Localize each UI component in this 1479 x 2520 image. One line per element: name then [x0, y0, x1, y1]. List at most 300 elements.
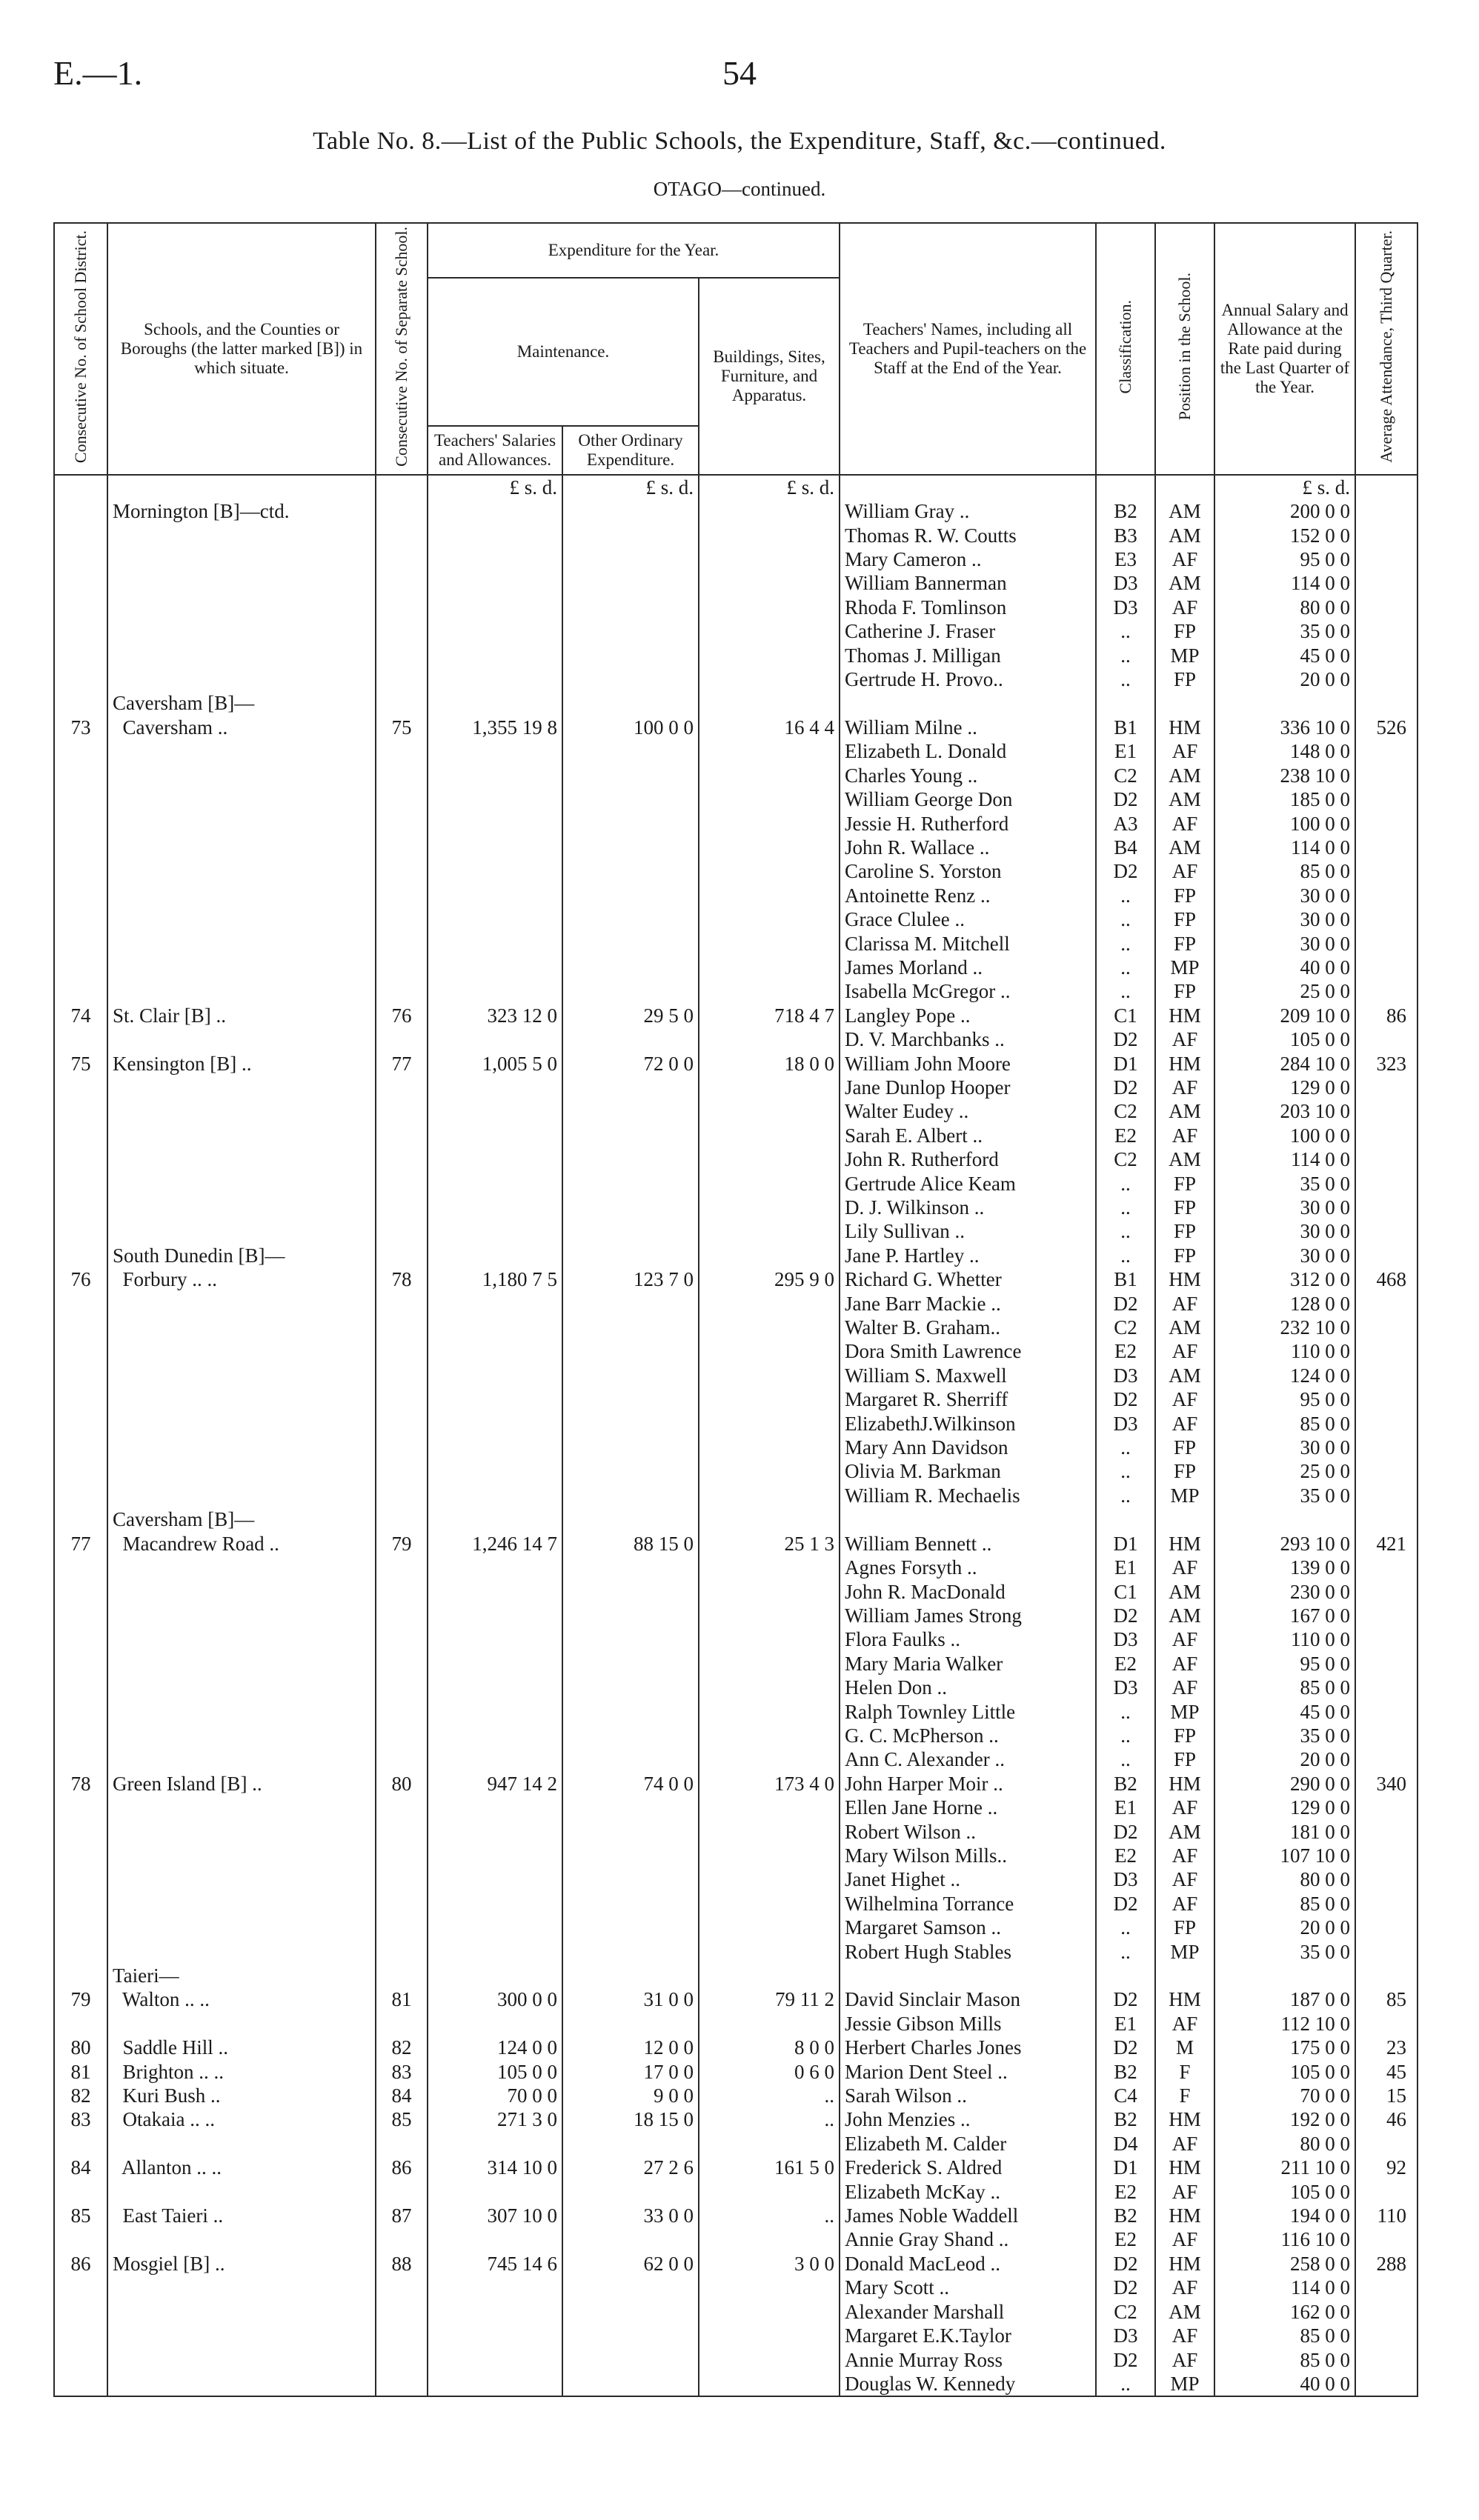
cell-salaries	[428, 1867, 562, 1891]
cell-district: 80	[54, 2036, 107, 2059]
cell-attendance	[1355, 1124, 1417, 1147]
cell-district	[54, 2012, 107, 2036]
cell-district	[54, 1747, 107, 1771]
cell-school	[107, 2012, 376, 2036]
cell-school	[107, 1916, 376, 1939]
table-row	[54, 1892, 1417, 1916]
cell-separate-no	[376, 2300, 428, 2324]
cell-school	[107, 571, 376, 595]
cell-school: Saddle Hill ..	[107, 2036, 376, 2059]
cell-school	[107, 812, 376, 836]
cell-buildings	[699, 1292, 840, 1316]
cell-separate-no	[376, 1459, 428, 1483]
cell-classification: D3	[1096, 1867, 1155, 1891]
cell-attendance	[1355, 1196, 1417, 1219]
cell-separate-no	[376, 2324, 428, 2347]
cell-classification: D2	[1096, 2348, 1155, 2372]
cell-position: AF	[1155, 2180, 1214, 2204]
table-row	[54, 1099, 1417, 1123]
cell-separate-no	[376, 907, 428, 931]
cell-teacher-name: Elizabeth L. Donald	[840, 739, 1096, 763]
cell-classification: C2	[1096, 1316, 1155, 1339]
table-row	[54, 2348, 1417, 2372]
cell-teacher-name: Thomas R. W. Coutts	[840, 524, 1096, 547]
cell-district: 82	[54, 2084, 107, 2107]
cell-classification: E1	[1096, 1556, 1155, 1579]
cell-school	[107, 1076, 376, 1099]
cell-other-expenditure	[562, 1844, 699, 1867]
cell-annual-salary: 20 0 0	[1214, 1916, 1355, 1939]
table-row	[54, 739, 1417, 763]
cell-position: AM	[1155, 1147, 1214, 1171]
cell-separate-no	[376, 1580, 428, 1604]
cell-separate-no	[376, 1412, 428, 1436]
cell-annual-salary	[1214, 1964, 1355, 1987]
cell-school: Caversham ..	[107, 716, 376, 739]
table-row	[54, 2324, 1417, 2347]
cell-district: 79	[54, 1987, 107, 2011]
cell-separate-no	[376, 932, 428, 956]
cell-district	[54, 764, 107, 787]
cell-buildings: 3 0 0	[699, 2252, 840, 2276]
table-title: Table No. 8.—List of the Public Schools, the Expenditure, Staff, &c.—continued.	[313, 127, 1166, 155]
cell-classification: D3	[1096, 1364, 1155, 1387]
cell-classification	[1096, 1507, 1155, 1531]
cell-district	[54, 1339, 107, 1363]
cell-salaries	[428, 1484, 562, 1507]
cell-school	[107, 1747, 376, 1771]
cell-classification: C2	[1096, 2300, 1155, 2324]
cell-separate-no	[376, 1747, 428, 1771]
cell-annual-salary: 30 0 0	[1214, 1436, 1355, 1459]
cell-other-expenditure	[562, 547, 699, 571]
page-number: 54	[722, 54, 757, 92]
cell-attendance	[1355, 1484, 1417, 1507]
cell-buildings	[699, 547, 840, 571]
table-row	[54, 1532, 1417, 1556]
cell-attendance	[1355, 524, 1417, 547]
cell-buildings: ..	[699, 2107, 840, 2131]
cell-separate-no	[376, 1892, 428, 1916]
cell-buildings	[699, 2300, 840, 2324]
cell-separate-no	[376, 644, 428, 667]
cell-school	[107, 1892, 376, 1916]
cell-other-expenditure	[562, 1964, 699, 1987]
cell-salaries	[428, 2348, 562, 2372]
cell-other-expenditure	[562, 2227, 699, 2251]
table-row	[54, 547, 1417, 571]
cell-district	[54, 1964, 107, 1987]
cell-classification: D2	[1096, 1892, 1155, 1916]
cell-school	[107, 1940, 376, 1964]
cell-salaries	[428, 1027, 562, 1051]
cell-district	[54, 1867, 107, 1891]
cell-buildings	[699, 1747, 840, 1771]
cell-buildings	[699, 1820, 840, 1844]
cell-school	[107, 547, 376, 571]
cell-teacher-name: Flora Faulks ..	[840, 1627, 1096, 1651]
cell-annual-salary: 148 0 0	[1214, 739, 1355, 763]
cell-salaries	[428, 1747, 562, 1771]
cell-separate-no	[376, 884, 428, 907]
cell-district	[54, 1556, 107, 1579]
cell-district	[54, 1724, 107, 1747]
cell-buildings	[699, 2372, 840, 2396]
cell-teacher-name: Jane P. Hartley ..	[840, 1244, 1096, 1267]
cell-school	[107, 979, 376, 1003]
cell-annual-salary: 114 0 0	[1214, 1147, 1355, 1171]
cell-position: AM	[1155, 571, 1214, 595]
cell-separate-no	[376, 691, 428, 715]
cell-classification: ..	[1096, 884, 1155, 907]
cell-classification: B2	[1096, 1772, 1155, 1796]
cell-classification: ..	[1096, 1196, 1155, 1219]
cell-school	[107, 1196, 376, 1219]
cell-salaries	[428, 2324, 562, 2347]
cell-district	[54, 619, 107, 643]
cell-position: F	[1155, 2060, 1214, 2084]
cell-district	[54, 932, 107, 956]
cell-teacher-name: Ralph Townley Little	[840, 1700, 1096, 1724]
cell-separate-no	[376, 1436, 428, 1459]
cell-classification: ..	[1096, 2372, 1155, 2396]
cell-buildings	[699, 2276, 840, 2299]
cell-buildings: 718 4 7	[699, 1004, 840, 1027]
cell-position: AM	[1155, 787, 1214, 811]
cell-district	[54, 1892, 107, 1916]
cell-other-expenditure	[562, 1459, 699, 1483]
cell-buildings	[699, 524, 840, 547]
cell-classification: ..	[1096, 1724, 1155, 1747]
cell-school	[107, 1316, 376, 1339]
cell-annual-salary	[1214, 1507, 1355, 1531]
cell-salaries	[428, 2372, 562, 2396]
cell-attendance	[1355, 571, 1417, 595]
cell-classification: E2	[1096, 1124, 1155, 1147]
cell-attendance	[1355, 499, 1417, 523]
cell-teacher-name: Margaret R. Sherriff	[840, 1387, 1096, 1411]
cell-attendance	[1355, 907, 1417, 931]
cell-attendance	[1355, 787, 1417, 811]
cell-buildings	[699, 1724, 840, 1747]
cell-teacher-name: ElizabethJ.Wilkinson	[840, 1412, 1096, 1436]
cell-attendance: 421	[1355, 1532, 1417, 1556]
cell-classification: ..	[1096, 907, 1155, 931]
table-row	[54, 667, 1417, 691]
cell-position: HM	[1155, 1004, 1214, 1027]
cell-buildings	[699, 1507, 840, 1531]
cell-district	[54, 644, 107, 667]
table-row	[54, 812, 1417, 836]
cell-other-expenditure	[562, 524, 699, 547]
cell-buildings	[699, 1387, 840, 1411]
table-row	[54, 2204, 1417, 2227]
cell-classification: D2	[1096, 1987, 1155, 2011]
cell-salaries	[428, 619, 562, 643]
cell-attendance	[1355, 1844, 1417, 1867]
cell-teacher-name	[840, 691, 1096, 715]
cell-school	[107, 907, 376, 931]
unit-other: £ s. d.	[562, 475, 699, 499]
cell-separate-no	[376, 2348, 428, 2372]
cell-other-expenditure: 88 15 0	[562, 1532, 699, 1556]
cell-classification: D3	[1096, 1627, 1155, 1651]
cell-position: HM	[1155, 1267, 1214, 1291]
table-row	[54, 1004, 1417, 1027]
cell-school	[107, 1027, 376, 1051]
cell-salaries	[428, 1820, 562, 1844]
cell-classification: D2	[1096, 787, 1155, 811]
cell-position: HM	[1155, 1532, 1214, 1556]
cell-annual-salary: 35 0 0	[1214, 1484, 1355, 1507]
cell-buildings: 161 5 0	[699, 2156, 840, 2179]
table-row	[54, 2036, 1417, 2059]
cell-salaries	[428, 1964, 562, 1987]
cell-attendance	[1355, 1627, 1417, 1651]
cell-school	[107, 1387, 376, 1411]
cell-salaries	[428, 1339, 562, 1363]
cell-other-expenditure	[562, 1676, 699, 1699]
cell-teacher-name: Mary Wilson Mills..	[840, 1844, 1096, 1867]
cell-classification: C2	[1096, 764, 1155, 787]
table-row	[54, 2252, 1417, 2276]
cell-position: M	[1155, 2036, 1214, 2059]
cell-separate-no	[376, 1316, 428, 1339]
cell-other-expenditure: 123 7 0	[562, 1267, 699, 1291]
cell-position: HM	[1155, 1052, 1214, 1076]
cell-school	[107, 1436, 376, 1459]
cell-other-expenditure	[562, 787, 699, 811]
cell-salaries	[428, 499, 562, 523]
table-row	[54, 499, 1417, 523]
cell-school: Mornington [B]—ctd.	[107, 499, 376, 523]
cell-teacher-name: Robert Hugh Stables	[840, 1940, 1096, 1964]
cell-position: AF	[1155, 1892, 1214, 1916]
cell-attendance	[1355, 1147, 1417, 1171]
cell-attendance	[1355, 1364, 1417, 1387]
cell-classification: D1	[1096, 1532, 1155, 1556]
cell-teacher-name: Robert Wilson ..	[840, 1820, 1096, 1844]
cell-teacher-name	[840, 1507, 1096, 1531]
cell-teacher-name: Ellen Jane Horne ..	[840, 1796, 1096, 1819]
table-row	[54, 1484, 1417, 1507]
cell-school	[107, 859, 376, 883]
cell-teacher-name: William Bannerman	[840, 571, 1096, 595]
cell-district: 85	[54, 2204, 107, 2227]
unit-buildings: £ s. d.	[699, 475, 840, 499]
cell-school	[107, 2227, 376, 2251]
cell-buildings	[699, 1892, 840, 1916]
cell-teacher-name: Gertrude Alice Keam	[840, 1172, 1096, 1196]
cell-other-expenditure	[562, 2132, 699, 2156]
cell-classification: E2	[1096, 1652, 1155, 1676]
cell-teacher-name: Sarah E. Albert ..	[840, 1124, 1096, 1147]
cell-salaries	[428, 2300, 562, 2324]
cell-separate-no	[376, 1724, 428, 1747]
cell-teacher-name: G. C. McPherson ..	[840, 1724, 1096, 1747]
cell-school: South Dunedin [B]—	[107, 1244, 376, 1267]
cell-position: AM	[1155, 1364, 1214, 1387]
cell-district	[54, 524, 107, 547]
table-row	[54, 716, 1417, 739]
cell-attendance	[1355, 2180, 1417, 2204]
cell-buildings	[699, 836, 840, 859]
cell-classification: C4	[1096, 2084, 1155, 2107]
cell-other-expenditure	[562, 1867, 699, 1891]
cell-buildings: 295 9 0	[699, 1267, 840, 1291]
cell-teacher-name: Grace Clulee ..	[840, 907, 1096, 931]
cell-district	[54, 1172, 107, 1196]
cell-annual-salary: 85 0 0	[1214, 859, 1355, 883]
header-district: Consecutive No. of School District.	[54, 223, 107, 475]
cell-district	[54, 2132, 107, 2156]
header-position: Position in the School.	[1155, 223, 1214, 475]
cell-annual-salary: 209 10 0	[1214, 1004, 1355, 1027]
cell-buildings	[699, 644, 840, 667]
cell-school	[107, 1652, 376, 1676]
cell-position: AM	[1155, 2300, 1214, 2324]
cell-district	[54, 547, 107, 571]
cell-position: AM	[1155, 764, 1214, 787]
cell-classification: D3	[1096, 1412, 1155, 1436]
cell-school	[107, 1676, 376, 1699]
cell-other-expenditure	[562, 956, 699, 979]
cell-teacher-name: Clarissa M. Mitchell	[840, 932, 1096, 956]
cell-buildings	[699, 619, 840, 643]
cell-separate-no: 75	[376, 716, 428, 739]
cell-salaries	[428, 1844, 562, 1867]
cell-attendance	[1355, 1076, 1417, 1099]
cell-attendance: 86	[1355, 1004, 1417, 1027]
cell-other-expenditure	[562, 2180, 699, 2204]
cell-separate-no	[376, 1867, 428, 1891]
table-row	[54, 1987, 1417, 2011]
cell-position: AF	[1155, 1796, 1214, 1819]
table-row	[54, 1820, 1417, 1844]
cell-teacher-name: Dora Smith Lawrence	[840, 1339, 1096, 1363]
cell-salaries: 1,355 19 8	[428, 716, 562, 739]
cell-teacher-name: Walter B. Graham..	[840, 1316, 1096, 1339]
header-classification: Classification.	[1096, 223, 1155, 475]
cell-annual-salary: 25 0 0	[1214, 1459, 1355, 1483]
table-row	[54, 1027, 1417, 1051]
cell-teacher-name: William George Don	[840, 787, 1096, 811]
cell-separate-no: 83	[376, 2060, 428, 2084]
cell-teacher-name: Antoinette Renz ..	[840, 884, 1096, 907]
cell-annual-salary: 35 0 0	[1214, 1172, 1355, 1196]
cell-position: AF	[1155, 1556, 1214, 1579]
cell-teacher-name: James Noble Waddell	[840, 2204, 1096, 2227]
table-row	[54, 1436, 1417, 1459]
cell-salaries	[428, 2132, 562, 2156]
cell-teacher-name: Catherine J. Fraser	[840, 619, 1096, 643]
cell-district: 74	[54, 1004, 107, 1027]
cell-position: AF	[1155, 812, 1214, 836]
cell-buildings	[699, 1459, 840, 1483]
cell-teacher-name: Janet Highet ..	[840, 1867, 1096, 1891]
table-row	[54, 1339, 1417, 1363]
cell-position: AF	[1155, 1844, 1214, 1867]
cell-teacher-name: John R. Wallace ..	[840, 836, 1096, 859]
cell-attendance: 110	[1355, 2204, 1417, 2227]
table-row	[54, 619, 1417, 643]
table-row	[54, 1364, 1417, 1387]
cell-teacher-name: Walter Eudey ..	[840, 1099, 1096, 1123]
cell-district	[54, 1244, 107, 1267]
cell-position: MP	[1155, 644, 1214, 667]
cell-teacher-name: William John Moore	[840, 1052, 1096, 1076]
table-row	[54, 1867, 1417, 1891]
cell-separate-no: 81	[376, 1987, 428, 2011]
cell-district	[54, 907, 107, 931]
cell-district	[54, 1412, 107, 1436]
cell-position: F	[1155, 2084, 1214, 2107]
cell-district	[54, 596, 107, 619]
cell-buildings	[699, 859, 840, 883]
cell-attendance	[1355, 644, 1417, 667]
cell-district	[54, 571, 107, 595]
cell-other-expenditure	[562, 2348, 699, 2372]
cell-annual-salary: 35 0 0	[1214, 1940, 1355, 1964]
cell-classification: E1	[1096, 1796, 1155, 1819]
cell-school	[107, 1604, 376, 1627]
cell-teacher-name	[840, 1964, 1096, 1987]
cell-attendance	[1355, 1292, 1417, 1316]
cell-position: HM	[1155, 2156, 1214, 2179]
cell-annual-salary: 85 0 0	[1214, 1892, 1355, 1916]
cell-attendance: 85	[1355, 1987, 1417, 2011]
cell-classification: ..	[1096, 956, 1155, 979]
cell-attendance	[1355, 1700, 1417, 1724]
cell-attendance	[1355, 1964, 1417, 1987]
cell-separate-no	[376, 1172, 428, 1196]
cell-teacher-name: Lily Sullivan ..	[840, 1219, 1096, 1243]
cell-classification: E2	[1096, 1844, 1155, 1867]
cell-attendance: 15	[1355, 2084, 1417, 2107]
cell-classification: ..	[1096, 932, 1155, 956]
cell-separate-no	[376, 787, 428, 811]
table-row	[54, 2012, 1417, 2036]
cell-annual-salary: 139 0 0	[1214, 1556, 1355, 1579]
cell-school	[107, 1700, 376, 1724]
cell-teacher-name: Jessie H. Rutherford	[840, 812, 1096, 836]
table-row	[54, 524, 1417, 547]
cell-annual-salary: 35 0 0	[1214, 1724, 1355, 1747]
cell-annual-salary: 45 0 0	[1214, 644, 1355, 667]
cell-separate-no	[376, 2012, 428, 2036]
cell-annual-salary: 192 0 0	[1214, 2107, 1355, 2131]
cell-position: AF	[1155, 2012, 1214, 2036]
cell-teacher-name: Marion Dent Steel ..	[840, 2060, 1096, 2084]
cell-buildings	[699, 979, 840, 1003]
cell-other-expenditure	[562, 979, 699, 1003]
cell-school	[107, 1627, 376, 1651]
cell-buildings	[699, 1364, 840, 1387]
cell-district: 81	[54, 2060, 107, 2084]
cell-salaries: 300 0 0	[428, 1987, 562, 2011]
cell-annual-salary: 100 0 0	[1214, 812, 1355, 836]
cell-annual-salary: 105 0 0	[1214, 2180, 1355, 2204]
table-row	[54, 571, 1417, 595]
cell-school: Otakaia .. ..	[107, 2107, 376, 2131]
cell-school	[107, 1820, 376, 1844]
cell-other-expenditure: 62 0 0	[562, 2252, 699, 2276]
cell-position: AM	[1155, 1099, 1214, 1123]
cell-classification: D2	[1096, 1820, 1155, 1844]
cell-annual-salary: 200 0 0	[1214, 499, 1355, 523]
cell-classification: ..	[1096, 1244, 1155, 1267]
table-row	[54, 1747, 1417, 1771]
